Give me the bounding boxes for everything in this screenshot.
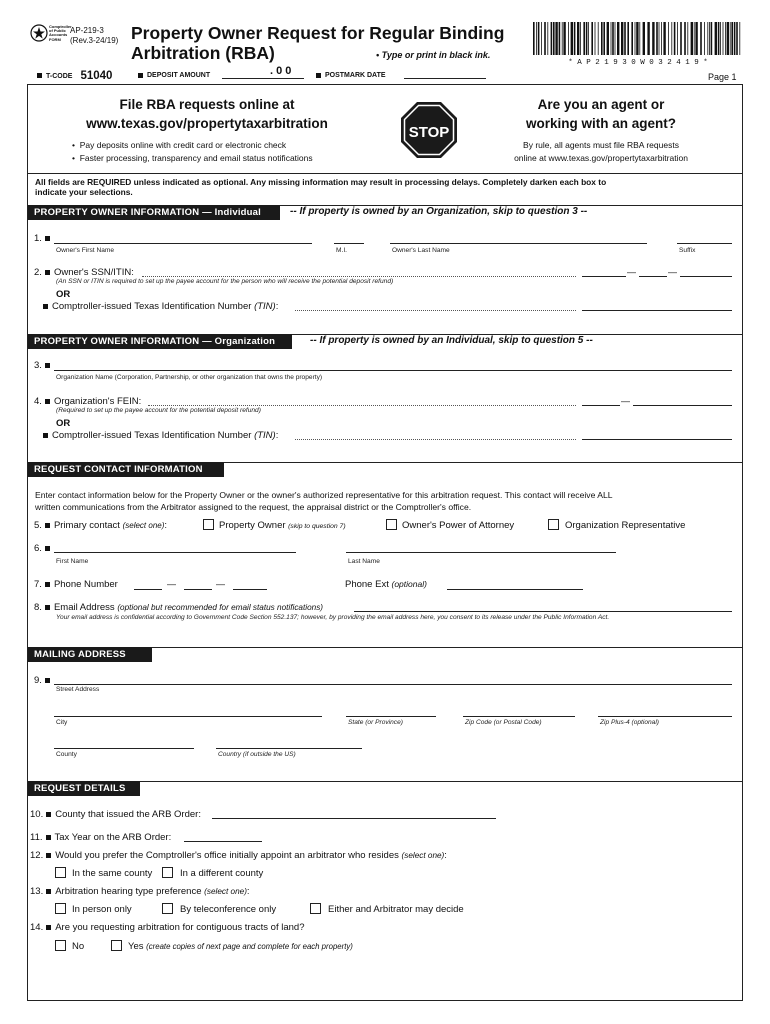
barcode-bar (709, 22, 710, 55)
barcode-bar (559, 22, 561, 55)
or-text: OR (56, 289, 71, 300)
deposit-amount-field[interactable] (222, 78, 304, 79)
barcode-bar (687, 22, 688, 55)
form-title-line1: Property Owner Request for Regular Binding (131, 23, 505, 43)
barcode-bar (711, 22, 713, 55)
barcode-bar (562, 22, 563, 55)
barcode-bar (624, 22, 626, 55)
barcode (533, 22, 743, 55)
zip-label: Zip Code (or Postal Code) (465, 719, 542, 726)
country-field[interactable] (216, 748, 362, 749)
banner-right-title-2: working with an agent? (525, 116, 676, 131)
barcode-bar (538, 22, 540, 55)
tin-label: Comptroller-issued Texas Identification Number (52, 301, 252, 312)
barcode-bar (739, 22, 740, 55)
stop-sign-icon (400, 101, 458, 159)
contact-intro-2: written communications from the Arbitrator assigned to the request, the appraisal district or the Comptroller's office. (35, 502, 472, 512)
barcode-bar (694, 22, 695, 55)
q10-number: 10. (30, 809, 44, 820)
bullet-icon: • (72, 140, 80, 150)
phone-ext-field[interactable] (447, 589, 583, 590)
ssn-part1-field[interactable] (582, 276, 626, 277)
barcode-bar (591, 22, 593, 55)
barcode-bar (656, 22, 658, 55)
barcode-bar (601, 22, 603, 55)
banner-left-title-2: www.texas.gov/propertytaxarbitration (86, 116, 328, 131)
banner-right-text-2: online at www.texas.gov/propertytaxarbitration (514, 153, 688, 163)
dash: — (621, 396, 630, 406)
banner-bullet-1: Pay deposits online with credit card or electronic check (79, 140, 287, 150)
contact-last-name-label: Last Name (348, 558, 380, 565)
section-mailing-title: MAILING ADDRESS (28, 647, 152, 662)
postmark-label: POSTMARK DATE (325, 72, 386, 79)
required-marker-icon (316, 73, 321, 78)
colon: : (275, 430, 279, 441)
zip4-field[interactable] (598, 716, 732, 717)
barcode-bar (671, 22, 672, 55)
postmark-date-field[interactable] (404, 78, 486, 79)
required-marker-icon (45, 523, 50, 528)
barcode-bar (725, 22, 726, 55)
contiguous-no-label: No (72, 941, 85, 952)
fein-note: (Required to set up the payee account for the potential deposit refund) (56, 407, 261, 414)
barcode-bar (663, 22, 665, 55)
barcode-bar (553, 22, 555, 55)
teleconference-label: By teleconference only (180, 904, 277, 915)
in-person-label: In person only (72, 904, 132, 915)
phone-area-field[interactable] (134, 589, 162, 590)
dash: — (167, 579, 176, 589)
ssn-part3-field[interactable] (680, 276, 732, 277)
leader-dots (295, 310, 576, 311)
barcode-bar (627, 22, 629, 55)
form-frame (27, 84, 743, 1001)
required-marker-icon (43, 304, 48, 309)
q11-number: 11. (30, 832, 43, 843)
skip-note-individual: -- If property is owned by an Organization, skip to question 3 -- (290, 206, 588, 217)
primary-owner-label: Property Owner (219, 520, 286, 531)
barcode-text: * A P 2 1 9 3 0 W 0 3 2 4 1 9 * (568, 59, 708, 67)
dash: — (627, 267, 636, 277)
q5-number: 5. (34, 520, 42, 531)
banner-left-title-1: File RBA requests online at (119, 97, 295, 112)
q11-label: Tax Year on the ARB Order: (54, 832, 172, 843)
barcode-bar (541, 22, 542, 55)
q14-label: Are you requesting arbitration for contiguous tracts of land? (55, 922, 305, 933)
q12-label: Would you prefer the Comptroller's office initially appoint an arbitrator who resides (55, 850, 399, 861)
q13-select-one: (select one) (204, 887, 247, 896)
barcode-bar (611, 22, 612, 55)
county-field[interactable] (54, 748, 194, 749)
country-label: Country (if outside the US) (218, 751, 296, 758)
owner-last-name-field[interactable] (390, 243, 647, 244)
required-marker-icon (46, 812, 51, 817)
optional-text: (optional) (391, 579, 427, 589)
page-label: Page 1 (708, 72, 737, 82)
barcode-bar (684, 22, 686, 55)
in-person-checkbox[interactable] (55, 903, 66, 914)
barcode-bar (707, 22, 708, 55)
owner-suffix-field[interactable] (677, 243, 732, 244)
barcode-bar (577, 22, 579, 55)
required-marker-icon (45, 605, 50, 610)
comptroller-seal-icon (30, 24, 48, 42)
leader-dots (148, 405, 576, 406)
zip-field[interactable] (463, 716, 575, 717)
contact-intro-1: Enter contact information below for the Property Owner or the owner's authorized representative for this arbitration request. This contact will receive ALL (35, 490, 613, 500)
email-confidential-note: Your email address is confidential according to Government Code Section 552.137; however, by providing the email address here, you consent to its release under the Public Information Act. (56, 614, 610, 621)
leader-dots (295, 439, 576, 440)
barcode-bar (715, 22, 717, 55)
ink-note: Type or print in black ink. (381, 50, 491, 60)
tin-abbr: (TIN) (254, 301, 276, 312)
dash: — (668, 267, 677, 277)
barcode-bar (603, 22, 605, 55)
q4-number: 4. (34, 396, 42, 407)
q7-number: 7. (34, 579, 42, 590)
stop-sign-text: STOP (408, 124, 450, 141)
state-label: State (or Province) (348, 719, 403, 726)
owner-mi-field[interactable] (334, 243, 364, 244)
q10-label: County that issued the ARB Order: (55, 809, 201, 820)
barcode-bar (661, 22, 662, 55)
different-county-checkbox[interactable] (162, 867, 173, 878)
required-marker-icon (45, 546, 50, 551)
individual-tin-field[interactable] (582, 310, 732, 311)
contiguous-yes-label: Yes (128, 941, 144, 952)
required-marker-icon (45, 582, 50, 587)
q1-number: 1. (34, 233, 42, 244)
tcode-value: 51040 (80, 70, 113, 82)
barcode-bar (668, 22, 669, 55)
dash: — (216, 579, 225, 589)
required-marker-icon (46, 889, 51, 894)
section-org-title: PROPERTY OWNER INFORMATION — Organization (28, 334, 292, 349)
q2-number: 2. (34, 267, 42, 278)
barcode-bar (607, 22, 609, 55)
org-name-field[interactable] (54, 370, 732, 371)
required-marker-icon (45, 399, 50, 404)
barcode-bar (720, 22, 721, 55)
contiguous-no-checkbox[interactable] (55, 940, 66, 951)
email-optional-text: (optional but recommended for email status notifications) (117, 603, 324, 612)
section-details-title: REQUEST DETAILS (28, 781, 140, 796)
barcode-bar (631, 22, 633, 55)
ssn-note: (An SSN or ITIN is required to set up the payee account for the person who will receive the potential deposit refund) (56, 278, 394, 285)
zip4-label: Zip Plus-4 (optional) (600, 719, 660, 726)
barcode-bar (736, 22, 738, 55)
deposit-amount-value: . 0 0 (270, 65, 292, 77)
barcode-bar (691, 22, 693, 55)
required-marker-icon (43, 433, 48, 438)
email-label: Email Address (53, 602, 115, 613)
barcode-bar (695, 22, 697, 55)
barcode-bar (612, 22, 614, 55)
either-label: Either and Arbitrator may decide (328, 904, 464, 915)
street-address-field[interactable] (54, 684, 732, 685)
required-marker-icon (45, 270, 50, 275)
required-marker-icon (46, 925, 51, 930)
barcode-bar (533, 22, 535, 55)
tin-label: Comptroller-issued Texas Identification Number (52, 430, 252, 441)
state-field[interactable] (346, 716, 436, 717)
barcode-bar (643, 22, 645, 55)
required-marker-icon (45, 363, 50, 368)
primary-poa-checkbox[interactable] (386, 519, 397, 530)
tax-year-field[interactable] (184, 841, 262, 842)
barcode-bar (636, 22, 638, 55)
arb-county-field[interactable] (212, 818, 496, 819)
barcode-bar (677, 22, 678, 55)
barcode-bar (652, 22, 654, 55)
section-individual-title: PROPERTY OWNER INFORMATION — Individual (28, 205, 280, 220)
fein-part2-field[interactable] (633, 405, 732, 406)
colon: : (444, 850, 447, 861)
banner-right-title-1: Are you an agent or (537, 97, 665, 112)
barcode-bar (621, 22, 623, 55)
required-marker-icon (37, 73, 42, 78)
online-banner (28, 85, 742, 173)
barcode-bar (635, 22, 636, 55)
form-title-line2: Arbitration (RBA) (131, 43, 275, 63)
different-county-label: In a different county (180, 868, 264, 879)
or-text: OR (56, 418, 71, 429)
primary-poa-label: Owner's Power of Attorney (402, 520, 515, 531)
required-notice-2: indicate your selections. (35, 187, 133, 197)
q12-number: 12. (30, 850, 44, 861)
q9-number: 9. (34, 675, 42, 686)
barcode-bar (617, 22, 619, 55)
primary-org-rep-checkbox[interactable] (548, 519, 559, 530)
required-marker-icon (46, 835, 51, 840)
barcode-bar (598, 22, 599, 55)
required-marker-icon (46, 853, 51, 858)
fein-part1-field[interactable] (582, 405, 620, 406)
q6-number: 6. (34, 543, 42, 554)
barcode-bar (551, 22, 553, 55)
phone-line-field[interactable] (233, 589, 267, 590)
barcode-bar (571, 22, 573, 55)
barcode-bar (680, 22, 682, 55)
barcode-bar (536, 22, 537, 55)
tin-abbr: (TIN) (254, 430, 276, 441)
barcode-bar (727, 22, 729, 55)
phone-prefix-field[interactable] (184, 589, 212, 590)
barcode-bar (730, 22, 731, 55)
required-notice-1: All fields are REQUIRED unless indicated as optional. Any missing information may result in processing delays. Completely darken each box to (35, 177, 607, 187)
colon: : (275, 301, 279, 312)
tcode-label: T-CODE (46, 72, 73, 80)
q13-label: Arbitration hearing type preference (55, 886, 202, 897)
bullet-icon: • (376, 50, 382, 60)
owner-first-name-field[interactable] (54, 243, 312, 244)
primary-org-rep-label: Organization Representative (565, 520, 686, 531)
contact-first-name-field[interactable] (54, 552, 296, 553)
barcode-bar (615, 22, 616, 55)
q8-number: 8. (34, 602, 42, 613)
form-revision: (Rev.3-24/19) (70, 36, 119, 45)
colon: : (164, 520, 168, 531)
owner-last-name-label: Owner's Last Name (392, 247, 450, 254)
bullet-icon: • (72, 153, 80, 163)
county-label: County (56, 751, 77, 758)
barcode-bar (547, 22, 548, 55)
barcode-bar (723, 22, 724, 55)
required-marker-icon (45, 236, 50, 241)
required-marker-icon (138, 73, 143, 78)
city-field[interactable] (54, 716, 322, 717)
barcode-bar (580, 22, 581, 55)
q3-number: 3. (34, 360, 42, 371)
banner-bullet-2: Faster processing, transparency and email status notifications (79, 153, 313, 163)
barcode-bar (659, 22, 660, 55)
barcode-bar (639, 22, 640, 55)
owner-suffix-label: Suffix (679, 247, 696, 254)
barcode-bar (704, 22, 705, 55)
seal-text: Comptroller of Public Accounts FORM (49, 24, 72, 42)
q13-number: 13. (30, 886, 44, 897)
same-county-checkbox[interactable] (55, 867, 66, 878)
form-number: AP-219-3 (70, 26, 104, 35)
skip-note-org: -- If property is owned by an Individual, skip to question 5 -- (310, 335, 593, 346)
banner-right-text-1: By rule, all agents must file RBA requests (523, 140, 679, 150)
contiguous-yes-checkbox[interactable] (111, 940, 122, 951)
ssn-label: Owner's SSN/ITIN: (53, 267, 134, 278)
barcode-bar (700, 22, 702, 55)
barcode-bar (563, 22, 565, 55)
barcode-bar (734, 22, 736, 55)
owner-first-name-label: Owner's First Name (56, 247, 115, 254)
city-label: City (56, 719, 68, 726)
barcode-bar (555, 22, 557, 55)
barcode-bar (586, 22, 588, 55)
phone-label: Phone Number (53, 579, 118, 590)
fein-label: Organization's FEIN: (53, 396, 142, 407)
owner-mi-label: M.I. (336, 247, 347, 254)
required-marker-icon (45, 678, 50, 683)
barcode-bar (718, 22, 720, 55)
contact-last-name-field[interactable] (346, 552, 616, 553)
contiguous-yes-note: (create copies of next page and complete for each property) (146, 942, 353, 951)
divider (28, 173, 742, 174)
select-one: (select one) (122, 521, 165, 530)
section-contact-title: REQUEST CONTACT INFORMATION (28, 462, 224, 477)
colon: : (246, 886, 250, 897)
either-checkbox[interactable] (310, 903, 321, 914)
primary-contact-label: Primary contact (53, 520, 120, 531)
primary-owner-checkbox[interactable] (203, 519, 214, 530)
phone-ext-label: Phone Ext (345, 579, 389, 590)
q14-number: 14. (30, 922, 44, 933)
email-field[interactable] (354, 611, 732, 612)
deposit-label: DEPOSIT AMOUNT (147, 72, 211, 79)
barcode-bar (588, 22, 589, 55)
same-county-label: In the same county (72, 868, 153, 879)
ssn-part2-field[interactable] (639, 276, 667, 277)
barcode-bar (731, 22, 733, 55)
teleconference-checkbox[interactable] (162, 903, 173, 914)
q12-select-one: (select one) (401, 851, 445, 860)
org-tin-field[interactable] (582, 439, 732, 440)
barcode-bar (647, 22, 649, 55)
street-address-label: Street Address (56, 686, 100, 693)
org-name-label: Organization Name (Corporation, Partnership, or other organization that owns the property) (56, 374, 323, 381)
barcode-bar (674, 22, 676, 55)
primary-owner-note: (skip to question 7) (288, 523, 346, 530)
barcode-bar (583, 22, 585, 55)
barcode-bar (595, 22, 596, 55)
barcode-bar (568, 22, 569, 55)
contact-first-name-label: First Name (56, 558, 89, 565)
barcode-bar (574, 22, 576, 55)
barcode-bar (544, 22, 546, 55)
leader-dots (142, 276, 576, 277)
